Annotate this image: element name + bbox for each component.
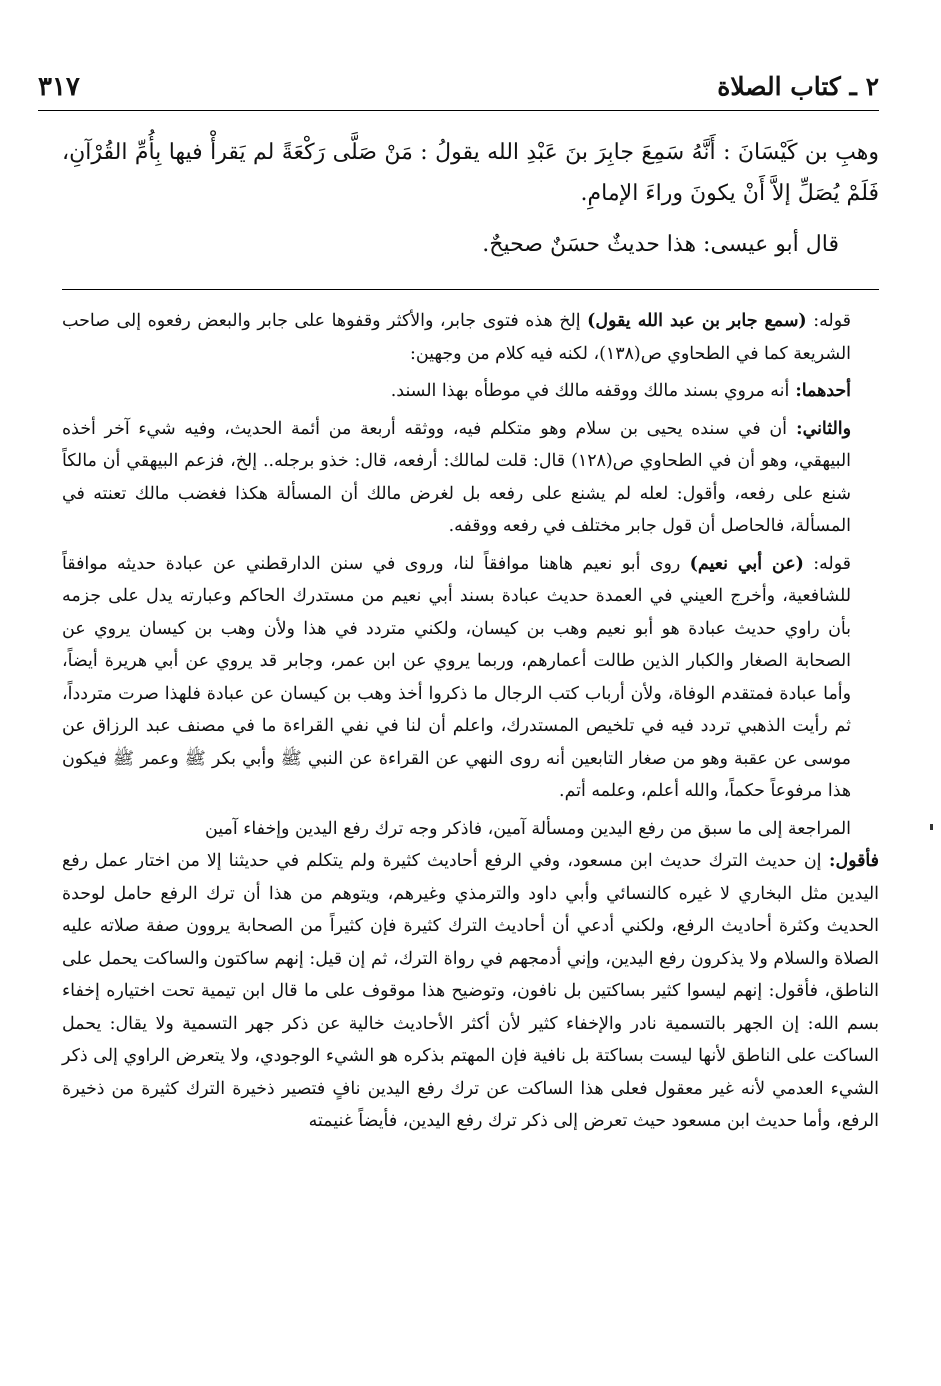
label: قوله:	[803, 553, 851, 574]
commentary-paragraph	[62, 548, 879, 808]
point-label: فأقول:	[821, 851, 879, 871]
commentary-paragraph	[62, 375, 879, 408]
point-label: والثاني:	[786, 418, 851, 439]
paragraph-text: إلخ هذه فتوى جابر، والأكثر وقفوها على جابر والبعض رفعوه إلى صاحب الشريعة كما في الطحاوي ص(١٣٨)، لكنه فيه كلام من وجهين:	[62, 311, 851, 364]
footnote-divider	[62, 289, 879, 290]
point-label: أحدهما:	[789, 381, 851, 401]
hadith-text-block	[62, 132, 879, 265]
paragraph-text: أن في سنده يحيى بن سلام وهو متكلم فيه، ووثقه أربعة من أئمة الحديث، وفيه شيء آخر أخذه البيهقي، وهو أن في الطحاوي ص(١٢٨) قال: قلت لمالك: أرفعه، قال: خذو برجله.. إلخ، فزعم البيهقي أن مالكاً شنع على رفعه، وأقول: لعله لم يشنع على رفعه بل لغرض مالك أن المسألة هكذا فغضب مالك تعنته في المسألة، فالحاصل أن قول جابر مختلف في رفعه ووقفه.	[62, 418, 851, 536]
label: قوله:	[806, 311, 852, 331]
page-header	[38, 70, 879, 111]
paragraph-text: إن حديث الترك حديث ابن مسعود، وفي الرفع أحاديث كثيرة ولم يتكلم في حديثنا إلا من اختار عمل رفع اليدين مثل البخاري لا غيره كالنسائي وأبي داود والترمذي وغيرهم، ويتوهم من هذا أن ترك الرفع حامل لوحدة الحديث وكثرة أحاديث الرفع، ولكني أدعي أن أحاديث الترك كثيرة فإن كثيراً من الصحابة يروون صفة صلاته عليه الصلاة والسلام ولا يذكرون رفع اليدين، وإني أدمجهم في رواة الترك، ثم إن قيل: إنهم ساكتون والساكت يحمل على الناطق، فأقول: إنهم ليسوا كثير بساكتين بل نافون، وتوضيح هذا موقوف على ما قال ابن تيمية تحت اختياره إخفاء بسم الله: إن الجهر بالتسمية نادر والإخفاء كثير لأن أكثر الأحاديث خالية عن ذكر جهر التسمية ولا يقال: يحمل الساكت على الناطق لأنها ليست بساكتة بل نافية فإن المهتم بذكره هو الشيء الوجودي، ولا يتعرض الراوي إلى ذكر الشيء العدمي لأنه غير معقول فعلى هذا الساكت عن ترك رفع اليدين نافٍ فتصير ذخيرة الترك كثيرة من ذخيرة الرفع، وأما حديث ابن مسعود حيث تعرض إلى ذكر ترك رفع اليدين، فأيضاً غنيمته	[62, 851, 879, 1131]
commentary-block	[62, 305, 879, 1138]
commentary-paragraph: المراجعة إلى ما سبق من رفع اليدين ومسألة آمين، فاذكر وجه ترك رفع اليدين وإخفاء آمين	[205, 818, 851, 839]
commentary-paragraph	[62, 305, 879, 370]
commentary-paragraph	[62, 845, 879, 1138]
paragraph-text: أنه مروي بسند مالك ووقفه مالك في موطأه بهذا السند.	[390, 381, 790, 401]
quoted-phrase: (سمع جابر بن عبد الله يقول)	[587, 311, 807, 331]
quoted-phrase: (عن أبي نعيم)	[689, 553, 804, 574]
paragraph-text: روى أبو نعيم هاهنا موافقاً لنا، وروى في سنن الدارقطني عن عبادة حديثه موافقاً للشافعية، وأخرج العيني في العمدة حديث عبادة بسند أبي نعيم من مستدرك الحاكم وعبارته يدل على جزمه بأن راوي حديث عبادة هو أبو نعيم وهب بن كيسان، ولكني متردد في هذا ولأن وهب بن كيسان يروي عن الصحابة الصغار والكبار الذين طالت أعمارهم، وربما يروي عن ابن عمر، وجابر قد يروي عن أبي هريرة أيضاً، وأما عبادة فمتقدم الوفاة، ولأن أرباب كتب الرجال ما ذكروا أخذ وهب بن كيسان عن عبادة فلهذا صرت متردداً، ثم رأيت الذهبي تردد فيه في تلخيص المستدرك، واعلم أن لنا في نفي القراءة ما في مصنف عبد الرزاق عن موسى عن عقبة وهو من صغار التابعين أنه روى النهي عن القراءة عن النبي ﷺ وأبي بكر ﷺ وعمر ﷺ فيكون هذا مرفوعاً حكماً، والله أعلم، وعلمه أتم.	[62, 553, 851, 801]
chapter-title: ٢ ـ كتاب الصلاة	[717, 72, 879, 101]
margin-mark	[930, 824, 933, 830]
commentary-paragraph	[62, 413, 879, 543]
hadith-text: وهبِ بن كَيْسَانَ : أَنَّهُ سَمِعَ جابِرَ بنَ عَبْدِ الله يقولُ : مَنْ صَلَّى رَكْعَةً لم يَقرأْ فيها بِأُمِّ القُرْآنِ، فَلَمْ يُصَلِّ إلاَّ أَنْ يكونَ وراءَ الإمامِ.	[62, 140, 879, 206]
hadith-verdict: قال أبو عيسى: هذا حديثٌ حسَنٌ صحيحٌ.	[482, 232, 839, 257]
page-number: ٣١٧	[38, 72, 80, 102]
